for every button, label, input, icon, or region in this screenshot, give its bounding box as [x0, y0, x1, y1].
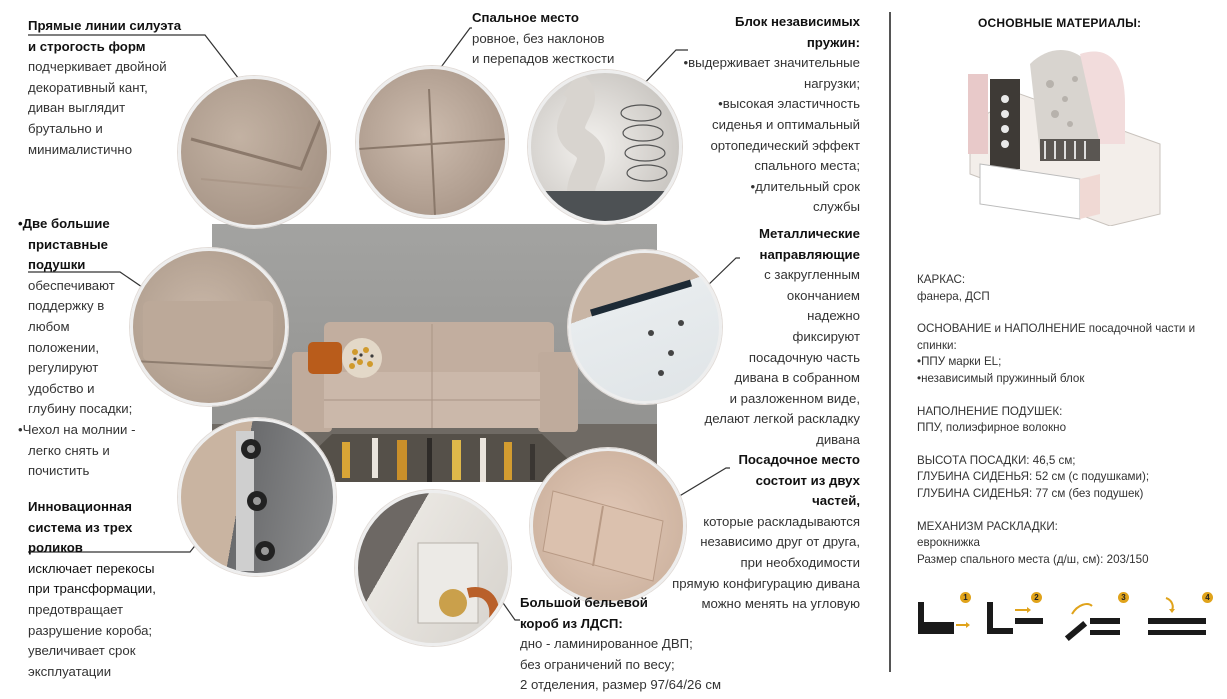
sleeping-title: Спальное место: [472, 10, 579, 25]
circle-sleeping-place: [356, 66, 508, 218]
seat-title-3: частей,: [812, 493, 860, 509]
silhouette-desc-1: подчеркивает двойной: [28, 59, 167, 75]
seat-line-3: при необходимости: [740, 554, 860, 570]
mechanism-step-1: [916, 592, 978, 642]
silhouette-desc-2: декоративный кант,: [28, 79, 148, 95]
storage-line-3: 2 отделения, размер 97/64/26 см: [520, 677, 722, 693]
pillows-title-1: Две большие: [22, 216, 110, 231]
spring-line-6: спального места;: [754, 158, 860, 174]
feature-silhouette: [28, 16, 228, 160]
silhouette-title-2: и строгость форм: [28, 38, 146, 54]
pillows-extra-3: почистить: [28, 463, 90, 479]
feature-seat-two-parts: [660, 450, 860, 615]
pillows-desc-5: регулируют: [28, 360, 99, 376]
mechanism-step-4: [1146, 592, 1208, 642]
frame-label: КАРКАС:: [917, 273, 966, 286]
spring-line-3: высокая эластичность: [722, 96, 860, 112]
rollers-desc-4: эксплуатации: [28, 663, 112, 679]
pillows-extra-2: легко снять и: [28, 442, 110, 458]
guides-line-9: дивана: [816, 431, 860, 447]
pillows-desc-7: глубину посадки;: [28, 401, 133, 417]
sleeping-desc-1: ровное, без наклонов: [472, 30, 605, 46]
silhouette-desc-3: диван выглядит: [28, 100, 126, 116]
rollers-desc-3: увеличивает срок: [28, 643, 136, 659]
frame-value: фанера, ДСП: [917, 289, 990, 303]
seat-line-1: которые раскладываются: [703, 513, 860, 529]
storage-title-2: короб из ЛДСП:: [520, 615, 623, 631]
materials-heading: ОСНОВНЫЕ МАТЕРИАЛЫ:: [978, 16, 1142, 30]
mechanism-value: еврокнижка: [917, 536, 980, 550]
guides-title-2: направляющие: [759, 246, 860, 262]
seat-title-2: состоит из двух: [755, 472, 860, 488]
pillows-title-2: приставные: [28, 236, 108, 252]
guides-line-3: надежно: [807, 308, 860, 324]
guides-line-5: посадочную часть: [748, 349, 860, 365]
cushion-label: НАПОЛНЕНИЕ ПОДУШЕК:: [917, 404, 1063, 418]
pillows-extra-1: Чехол на молнии -: [22, 421, 136, 437]
pillows-title-3: подушки: [28, 257, 86, 273]
base-label-2: спинки:: [917, 338, 957, 352]
rollers-title-3: роликов: [28, 540, 83, 556]
feature-sleeping-place: [472, 8, 652, 70]
dim-3: ГЛУБИНА СИДЕНЬЯ: 77 см (без подушек): [917, 486, 1144, 500]
spring-title-1: Блок независимых: [734, 14, 860, 29]
rollers-desc-2: разрушение короба;: [28, 622, 153, 638]
vertical-divider: [889, 12, 891, 672]
guides-line-7: и разложенном виде,: [729, 390, 860, 406]
spring-line-5: ортопедический эффект: [710, 137, 860, 153]
materials-specs: [917, 272, 1217, 568]
rollers-desc-1: предотвращает: [28, 601, 124, 617]
step-badge-4: 4: [1202, 592, 1213, 603]
sleep-size: Размер спального места (д/ш, см): 203/150: [917, 552, 1149, 566]
silhouette-desc-4: брутально и: [28, 120, 103, 136]
rollers-title-2: система из трех: [28, 519, 133, 535]
step-badge-2: 2: [1031, 592, 1042, 603]
spring-line-4: сиденья и оптимальный: [712, 116, 860, 132]
spring-line-2: нагрузки;: [803, 75, 860, 91]
storage-line-2: без ограничений по весу;: [520, 656, 675, 672]
cushion-value: ППУ, полиэфирное волокно: [917, 421, 1067, 435]
base-label: ОСНОВАНИЕ и НАПОЛНЕНИЕ посадочной части и: [917, 322, 1196, 336]
pillows-desc-6: удобство и: [28, 380, 95, 396]
pillows-desc-4: положении,: [28, 339, 100, 355]
dim-1: ВЫСОТА ПОСАДКИ: 46,5 см;: [917, 453, 1076, 467]
silhouette-title-1: Прямые линии силуэта: [28, 18, 182, 33]
storage-line-1: дно - ламинированное ДВП;: [520, 636, 693, 652]
guides-line-8: делают легкой раскладку: [704, 411, 860, 427]
base-item-1: ППУ марки EL;: [921, 355, 1002, 369]
guides-title-1: Металлические: [759, 226, 860, 241]
rollers-desc-bold-1: исключает перекосы: [28, 560, 155, 576]
spring-title-2: пружин:: [806, 34, 860, 50]
materials-cutaway: [960, 44, 1170, 226]
sofa: [292, 322, 578, 432]
pillows-desc-2: поддержку в: [28, 298, 105, 314]
feature-pillows: [18, 214, 178, 482]
feature-storage-box: [520, 593, 740, 696]
dim-2: ГЛУБИНА СИДЕНЬЯ: 52 см (с подушками);: [917, 470, 1150, 484]
seat-line-2: независимо друг от друга,: [700, 534, 860, 550]
feature-rollers: [28, 497, 198, 682]
seat-line-5: можно менять на угловую: [701, 596, 860, 612]
step-badge-3: 3: [1118, 592, 1129, 603]
circle-spring-block: [528, 70, 682, 224]
seat-title-1: Посадочное место: [738, 452, 860, 467]
rollers-desc-bold-2: при трансформации,: [28, 581, 156, 597]
silhouette-desc-5: минималистично: [28, 141, 133, 157]
pillows-desc-3: любом: [28, 318, 70, 334]
spring-line-1: выдерживает значительные: [688, 55, 860, 71]
base-item-2: независимый пружинный блок: [921, 371, 1085, 385]
guides-line-2: окончанием: [786, 287, 860, 303]
step-badge-1: 1: [960, 592, 971, 603]
circle-rollers: [178, 418, 336, 576]
spring-line-8: службы: [812, 199, 860, 215]
seat-line-4: прямую конфигурацию дивана: [672, 575, 860, 591]
spring-line-7: длительный срок: [755, 178, 860, 194]
feature-metal-guides: [680, 224, 860, 451]
circle-storage-box: [355, 490, 511, 646]
mechanism-step-3: [1062, 592, 1124, 642]
feature-spring-block: [660, 12, 860, 218]
guides-line-4: фиксируют: [792, 328, 860, 344]
guides-line-6: дивана в собранном: [734, 370, 860, 386]
storage-title-1: Большой бельевой: [520, 595, 648, 610]
mechanism-step-2: [985, 592, 1047, 642]
rollers-title-1: Инновационная: [28, 499, 132, 514]
guides-line-1: с закругленным: [764, 267, 860, 283]
pillows-desc-1: обеспечивают: [28, 277, 115, 293]
sleeping-desc-2: и перепадов жесткости: [472, 51, 615, 67]
mechanism-label: МЕХАНИЗМ РАСКЛАДКИ:: [917, 519, 1058, 533]
